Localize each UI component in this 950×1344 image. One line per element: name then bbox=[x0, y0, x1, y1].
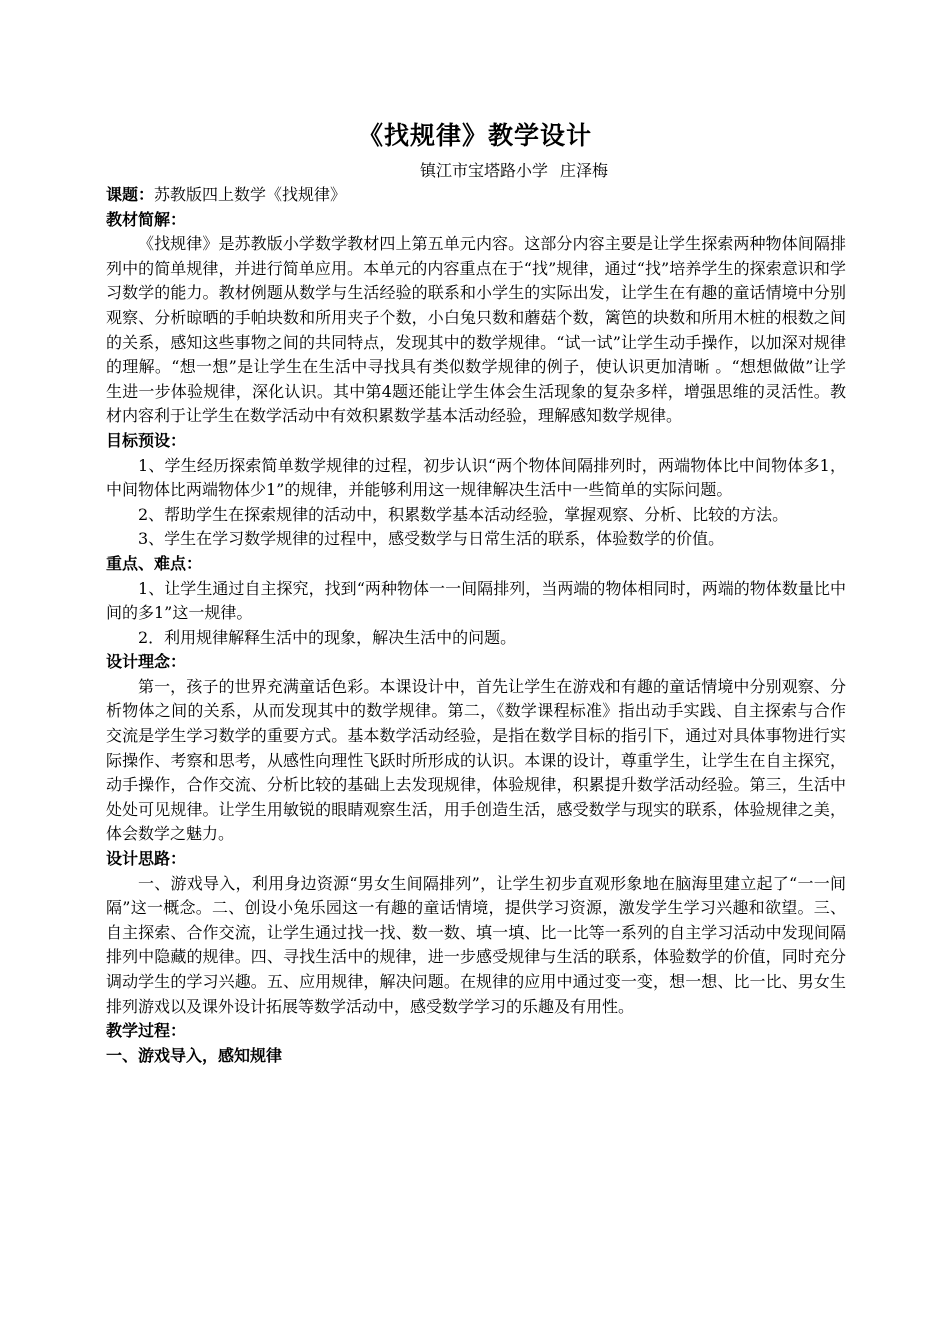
author-line bbox=[0, 158, 950, 181]
material-paragraph: 《找规律》是苏教版小学数学教材四上第五单元内容。这部分内容主要是让学生探索两种物体间隔排列中的简单规律，并进行简单应用。本单元的内容重点在于“找”规律，通过“找”培养学生的探索意识和学习数学的能力。教材例题从数学与生活经验的联系和小学生的实际出发，让学生在有趣的童话情境中分别观察、分析晾晒的手帕块数和所用夹子个数，小白兔只数和蘑菇个数，篱笆的块数和所用木桩的根数之间的关系，感知这些事物之间的共同特点，发现其中的数学规律。“试一试”让学生动手操作，以加深对规律的理解。“想一想”是让学生在生活中寻找具有类似数学规律的例子，使认识更加清晰 。“想想做做”让学生进一步体验规律，深化认识。其中第4题还能让学生体会生活现象的复杂多样，增强思维的灵活性。教材内容利于让学生在数学活动中有效积累数学基本活动经验，理解感知数学规律。 bbox=[106, 234, 846, 426]
approach-paragraph: 一、游戏导入，利用身边资源“男女生间隔排列”，让学生初步直观形象地在脑海里建立起了“一一间隔”这一概念。二、创设小兔乐园这一有趣的童话情境，提供学习资源，激发学生学习兴趣和欲望。三、自主探索、合作交流，让学生通过找一找、数一数、填一填、比一比等一系列的自主学习活动中发现间隔排列中隐藏的规律。四、寻找生活中的规律，进一步感受规律与生活的联系，体验数学的价值，同时充分调动学生的学习兴趣。五、应用规律，解决问题。在规律的应用中通过变一变，想一想、比一比、男女生排列游戏以及课外设计拓展等数学活动中，感受数学学习的乐趣及有用性。 bbox=[106, 873, 846, 1016]
document-body bbox=[106, 183, 846, 1068]
goal-item-2: 2、帮助学生在探索规律的活动中，积累数学基本活动经验，掌握观察、分析、比较的方法。 bbox=[138, 504, 789, 524]
keypoint-item-2: 2．利用规律解释生活中的现象，解决生活中的问题。 bbox=[138, 627, 517, 647]
topic-label: 课题： bbox=[106, 185, 155, 204]
topic-value: 苏教版四上数学《找规律》 bbox=[154, 185, 347, 204]
author-name: 庄泽梅 bbox=[560, 161, 609, 180]
topic-line bbox=[106, 183, 846, 208]
process-heading: 教学过程： bbox=[106, 1021, 187, 1041]
keypoints-heading: 重点、难点： bbox=[106, 553, 203, 573]
process-section-1: 一、游戏导入，感知规律 bbox=[106, 1045, 283, 1065]
approach-heading: 设计思路： bbox=[106, 849, 187, 869]
goals-heading: 目标预设： bbox=[106, 430, 187, 450]
philosophy-paragraph: 第一，孩子的世界充满童话色彩。本课设计中，首先让学生在游戏和有趣的童话情境中分别观察、分析物体之间的关系，从而发现其中的数学规律。第二，《数学课程标准》指出动手实践、自主探索与合作交流是学生学习数学的重要方式。基本数学活动经验，是指在数学目标的指引下，通过对具体事物进行实际操作、考察和思考，从感性向理性飞跃时所形成的认识。本课的设计，尊重学生，让学生在自主探究，动手操作，合作交流、分析比较的基础上去发现规律，体验规律，积累提升数学活动经验。第三，生活中处处可见规律。让学生用敏锐的眼睛观察生活，用手创造生活，感受数学与现实的联系，体验规律之美，体会数学之魅力。 bbox=[106, 676, 846, 844]
author-school: 镇江市宝塔路小学 bbox=[419, 161, 548, 180]
material-heading: 教材简解： bbox=[106, 209, 187, 229]
goal-item-3: 3、学生在学习数学规律的过程中，感受数学与日常生活的联系，体验数学的价值。 bbox=[138, 529, 725, 549]
document-title: 《找规律》教学设计 bbox=[357, 121, 592, 150]
keypoint-item-1: 1、让学生通过自主探究，找到“两种物体一一间隔排列，当两端的物体相同时，两端的物体数量比中间的多1”这一规律。 bbox=[106, 578, 846, 623]
goal-item-1: 1、学生经历探索简单数学规律的过程，初步认识“两个物体间隔排列时，两端物体比中间物体多1，中间物体比两端物体少1”的规律，并能够利用这一规律解决生活中一些简单的实际问题。 bbox=[106, 455, 846, 500]
philosophy-heading: 设计理念： bbox=[106, 652, 187, 672]
